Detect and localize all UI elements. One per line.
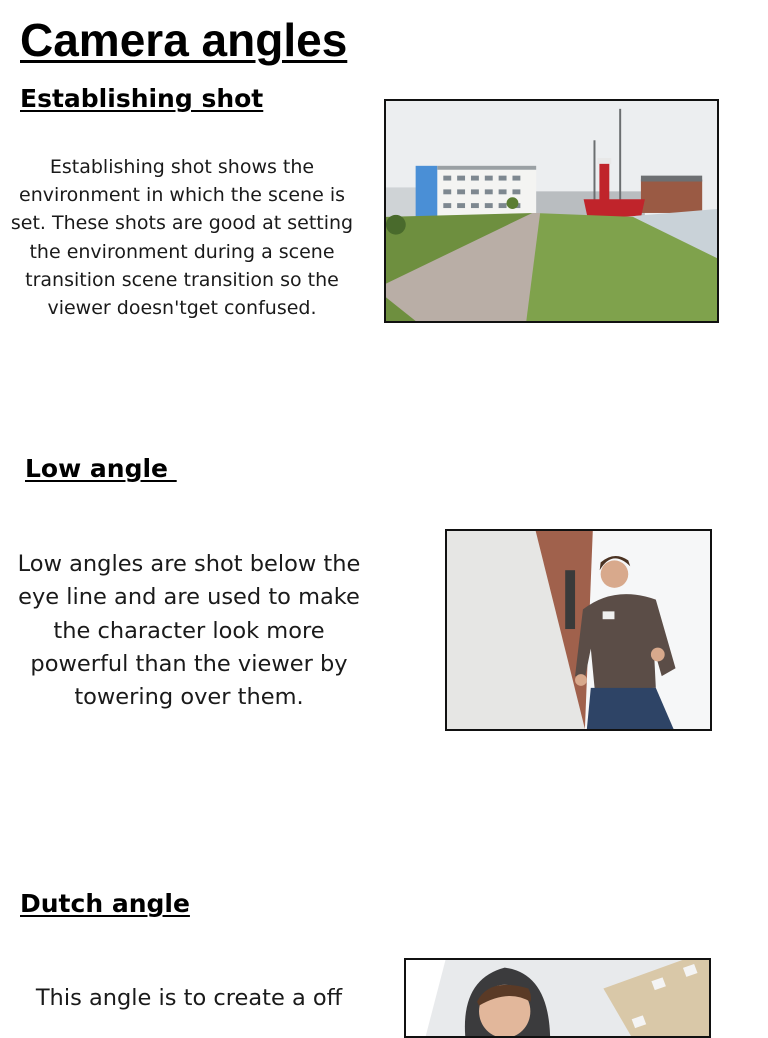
section-heading-dutch-angle: Dutch angle	[20, 889, 190, 918]
section-text-establishing-shot: Establishing shot shows the environment in which the scene is set. These shots are good at setting the environment during a scene transition scene transition so the viewer doesn'tget confused.	[10, 156, 354, 320]
section-heading-low-angle: Low angle	[25, 454, 177, 483]
low-angle-photo	[445, 529, 712, 731]
dutch-angle-photo	[404, 958, 711, 1038]
section-text-low-angle: Low angles are shot below the eye line and are used to make the character look more powerful than the viewer by towering over them.	[17, 551, 361, 711]
section-text-dutch-angle: This angle is to create a off	[35, 985, 343, 1011]
establishing-shot-photo	[384, 99, 719, 323]
page-title: Camera angles	[20, 14, 348, 66]
section-heading-establishing-shot: Establishing shot	[20, 84, 264, 113]
